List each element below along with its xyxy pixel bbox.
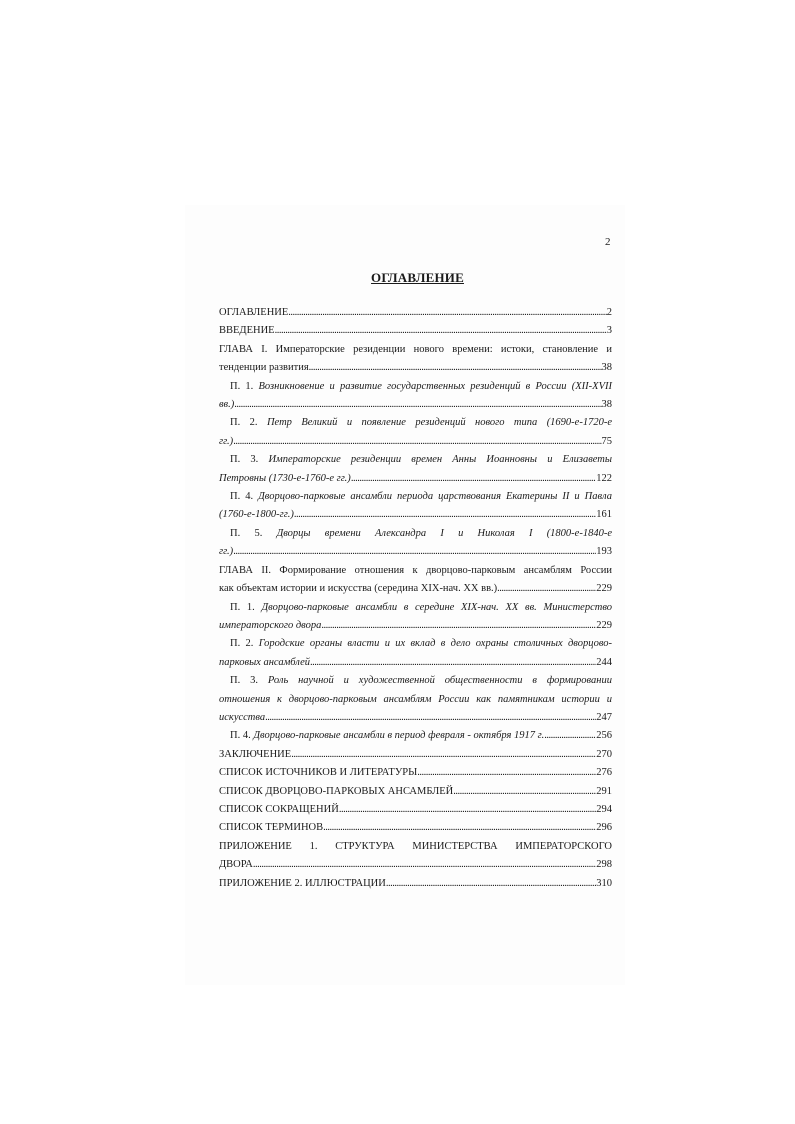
toc-chapter-entry: [219, 801, 612, 819]
toc-entry-leader-line: [219, 580, 612, 598]
toc-entry-leader-line: [219, 470, 612, 488]
toc-page-number: 298: [596, 859, 612, 871]
dot-leader: [253, 856, 596, 874]
toc-entry-leader-line: [219, 506, 612, 524]
toc-entry-leader-line: [219, 304, 612, 322]
dot-leader: [321, 617, 596, 635]
toc-entry-text-line: ГЛАВА II. Формирование отношения к дворцово-парковым ансамблям России: [219, 564, 612, 576]
toc-page-number: 244: [596, 656, 612, 668]
toc-page-number: 296: [596, 822, 612, 834]
toc-page-number: 122: [596, 472, 612, 484]
dot-leader: [544, 727, 596, 745]
toc-entry-text-line: П. 1. Возникновение и развитие государственных резиденций в России (XII-XVII: [230, 380, 612, 392]
dot-leader: [310, 654, 596, 672]
toc-entry-leader-line: [219, 856, 612, 874]
toc-page-number: 229: [596, 583, 612, 595]
toc-page-number: 229: [596, 619, 612, 631]
toc-chapter-entry: [219, 562, 612, 599]
toc-page-number: 294: [596, 803, 612, 815]
toc-entry-leader-line: [219, 396, 612, 414]
dot-leader: [291, 746, 596, 764]
toc-subsection-entry: [219, 451, 612, 488]
toc-entry-number: П. 1.: [230, 601, 262, 613]
toc-entry-text-line: П. 2. Городские органы власти и их вклад в дело охраны столичных дворцово-: [230, 638, 612, 650]
toc-entry-leader-line: [219, 727, 612, 745]
dot-leader: [497, 580, 596, 598]
toc-entry-leader-line: [219, 783, 612, 801]
toc-entry-title: ПРИЛОЖЕНИЕ 2. ИЛЛЮСТРАЦИИ: [219, 877, 386, 889]
table-of-contents: [219, 304, 612, 893]
toc-entry-title: императорского двора: [219, 619, 322, 631]
dot-leader: [351, 470, 596, 488]
toc-entry-leader-line: [219, 764, 612, 782]
toc-chapter-entry: [219, 875, 612, 893]
toc-subsection-entry: [219, 599, 612, 636]
toc-entry-title: СПИСОК ТЕРМИНОВ: [219, 822, 324, 834]
dot-leader: [265, 709, 596, 727]
toc-page-number: 310: [596, 877, 612, 889]
toc-entry-leader-line: [219, 654, 612, 672]
toc-entry-number: П. 3.: [230, 675, 268, 687]
dot-leader: [323, 819, 596, 837]
toc-chapter-entry: [219, 819, 612, 837]
toc-entry-title: СПИСОК СОКРАЩЕНИЙ: [219, 803, 339, 815]
toc-page-number: 3: [606, 325, 612, 337]
toc-entry-text-line: ПРИЛОЖЕНИЕ 1. СТРУКТУРА МИНИСТЕРСТВА ИМПЕРАТОРСКОГО: [219, 840, 612, 852]
toc-chapter-entry: [219, 838, 612, 875]
toc-page-number: 247: [596, 711, 612, 723]
toc-subsection-entry: [219, 525, 612, 562]
toc-entry-title: Петровны (1730-е-1760-е гг.): [219, 472, 351, 484]
toc-entry-leader-line: [219, 709, 612, 727]
toc-page-number: 276: [596, 767, 612, 779]
toc-subsection-entry: [219, 672, 612, 727]
toc-page-number: 161: [596, 509, 612, 521]
toc-subsection-entry: [219, 635, 612, 672]
toc-entry-title: СПИСОК ИСТОЧНИКОВ И ЛИТЕРАТУРЫ: [219, 767, 418, 779]
toc-page-number: 75: [601, 435, 612, 447]
dot-leader: [233, 543, 596, 561]
dot-leader: [453, 783, 596, 801]
page-title: ОГЛАВЛЕНИЕ: [371, 270, 464, 285]
toc-entry-text-line: П. 2. Петр Великий и появление резиденций нового типа (1690-е-1720-е: [230, 417, 612, 429]
toc-subsection-entry: [219, 488, 612, 525]
page-number: 2: [605, 236, 611, 248]
dot-leader: [417, 764, 596, 782]
toc-page-number: 256: [596, 730, 612, 742]
toc-chapter-entry: [219, 746, 612, 764]
toc-entry-leader-line: [219, 746, 612, 764]
toc-page-number: 38: [601, 399, 612, 411]
toc-entry-text-line: ГЛАВА I. Императорские резиденции нового времени: истоки, становление и: [219, 343, 612, 355]
toc-entry-text-line: П. 3. Роль научной и художественной общественности в формировании: [230, 675, 613, 687]
toc-chapter-entry: [219, 341, 612, 378]
dot-leader: [309, 359, 602, 377]
toc-chapter-entry: [219, 304, 612, 322]
toc-subsection-entry: [219, 378, 612, 415]
toc-entry-title: гг.): [219, 546, 234, 558]
toc-entry-leader-line: [219, 801, 612, 819]
dot-leader: [233, 433, 601, 451]
toc-entry-text-line: отношения к дворцово-парковым ансамблям России как памятникам истории и: [219, 693, 612, 705]
toc-entry-number: П. 2.: [230, 417, 267, 429]
toc-entry-title: ОГЛАВЛЕНИЕ: [219, 307, 289, 318]
toc-entry-title: гг.): [219, 435, 234, 447]
toc-entry-title: как объектам истории и искусства (середина XIX-нач. XX вв.): [219, 583, 498, 595]
toc-entry-title: Дворцово-парковые ансамбли в период февраля - октября 1917 г.: [253, 730, 545, 742]
toc-chapter-entry: [219, 783, 612, 801]
toc-entry-title: тенденции развития: [219, 362, 309, 374]
toc-chapter-entry: [219, 322, 612, 340]
toc-entry-title: ДВОРА: [219, 859, 253, 871]
toc-entry-number: П. 4.: [230, 491, 259, 503]
toc-entry-number: П. 3.: [230, 454, 269, 466]
toc-entry-number: П. 2.: [230, 638, 259, 650]
toc-entry-leader-line: [219, 875, 612, 893]
toc-page-number: 193: [596, 546, 612, 558]
dot-leader: [386, 875, 596, 893]
toc-entry-title: ЗАКЛЮЧЕНИЕ: [219, 748, 292, 760]
toc-entry-text-line: П. 1. Дворцово-парковые ансамбли в середине XIX-нач. XX вв. Министерство: [230, 601, 612, 613]
toc-chapter-entry: [219, 764, 612, 782]
toc-subsection-entry: [219, 727, 612, 745]
toc-entry-title: СПИСОК ДВОРЦОВО-ПАРКОВЫХ АНСАМБЛЕЙ: [219, 785, 454, 797]
toc-entry-leader-line: [219, 617, 612, 635]
toc-subsection-entry: [219, 414, 612, 451]
toc-entry-title: ВВЕДЕНИЕ: [219, 325, 275, 337]
dot-leader: [339, 801, 596, 819]
toc-entry-title: вв.): [219, 399, 235, 411]
toc-entry-title: (1760-е-1800-гг.): [219, 509, 294, 521]
toc-entry-leader-line: [219, 819, 612, 837]
toc-entry-leader-line: [219, 359, 612, 377]
dot-leader: [275, 322, 607, 340]
toc-page-number: 2: [606, 307, 612, 318]
toc-entry-text-line: П. 4. Дворцово-парковые ансамбли периода царствования Екатерины II и Павла: [230, 491, 612, 503]
toc-entry-number: П. 4.: [230, 730, 254, 742]
toc-entry-leader-line: [219, 543, 612, 561]
toc-entry-number: П. 1.: [230, 380, 259, 392]
toc-entry-title: парковых ансамблей: [219, 656, 311, 668]
dot-leader: [234, 396, 601, 414]
toc-page-number: 270: [596, 748, 612, 760]
toc-entry-number: П. 5.: [230, 527, 277, 539]
toc-entry-text-line: П. 5. Дворцы времени Александра I и Николая I (1800-е-1840-е: [230, 527, 612, 539]
toc-entry-text-line: П. 3. Императорские резиденции времен Анны Иоанновны и Елизаветы: [230, 454, 612, 466]
toc-entry-title: искусства: [219, 711, 266, 723]
dot-leader: [294, 506, 596, 524]
dot-leader: [288, 304, 606, 322]
toc-entry-leader-line: [219, 322, 612, 340]
toc-page-number: 291: [596, 785, 612, 797]
toc-entry-leader-line: [219, 433, 612, 451]
toc-page-number: 38: [601, 362, 612, 374]
